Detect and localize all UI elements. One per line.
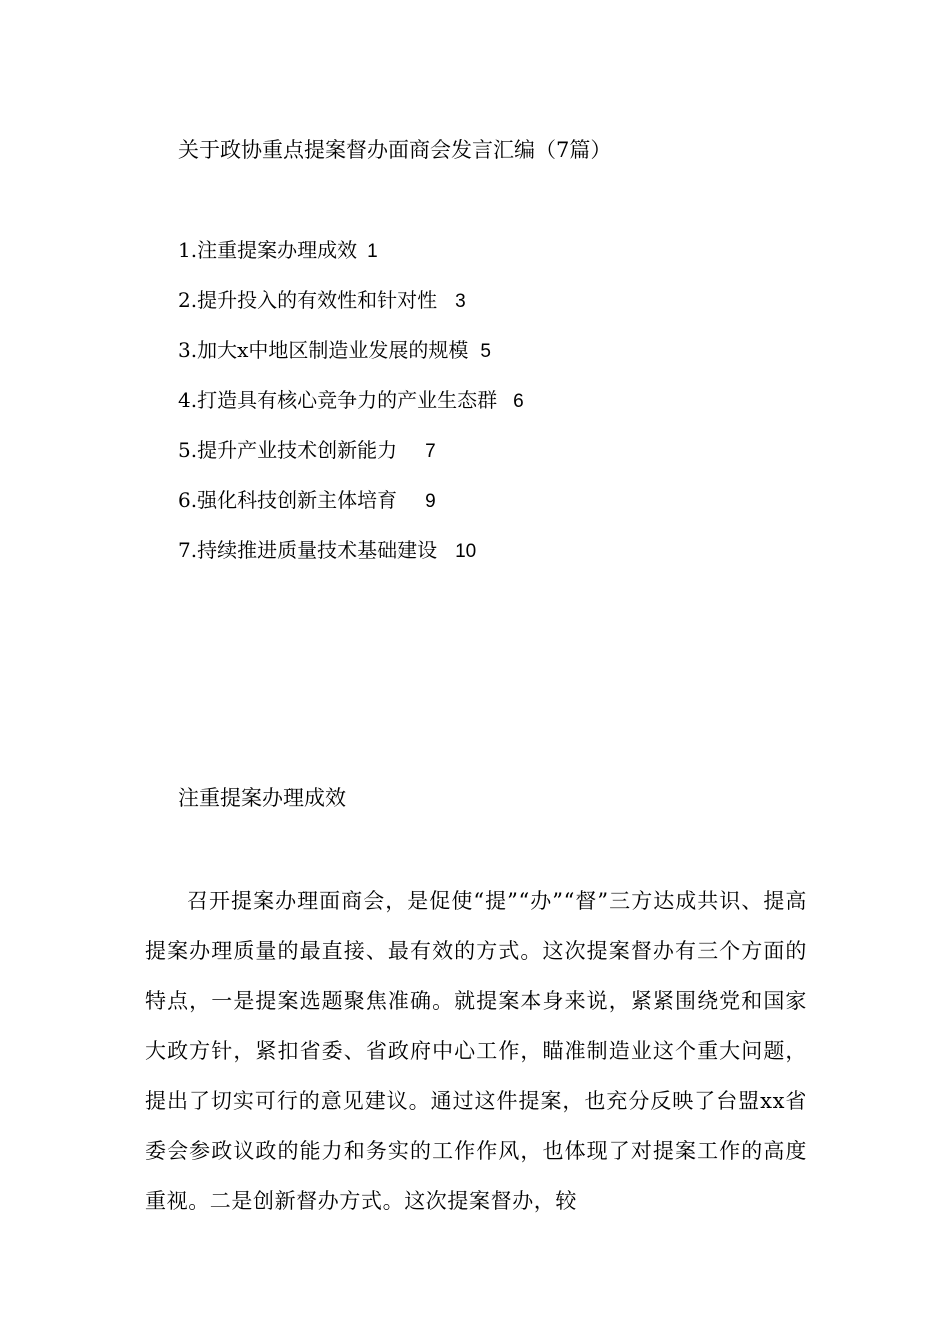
body-paragraph: 召开提案办理面商会，是促使“提”“办”“督”三方达成共识、提高提案办理质量的最直接、最有效的方式。这次提案督办有三个方面的特点，一是提案选题聚焦准确。就提案本身来说，紧紧围绕党和国家大政方针，紧扣省委、省政府中心工作，瞄准制造业这个重大问题，提出了切实可行的意见建议。通过这件提案，也充分反映了台盟xx省委会参政议政的能力和务实的工作作风，也体现了对提案工作的高度重视。二是创新督办方式。这次提案督办，较: [145, 889, 807, 1213]
toc-page-number: 1: [367, 241, 378, 262]
toc-item: [178, 284, 524, 334]
toc-page-number: 10: [455, 541, 477, 562]
toc-item-label: 4.打造具有核心竞争力的产业生态群: [178, 388, 498, 412]
toc-item-label: 1.注重提案办理成效: [178, 238, 358, 262]
toc-item: [178, 384, 524, 434]
toc-item-label: 7.持续推进质量技术基础建设: [178, 538, 438, 562]
toc-item-label: 5.提升产业技术创新能力: [178, 438, 398, 462]
toc-item: [178, 484, 524, 534]
toc-item-label: 2.提升投入的有效性和针对性: [178, 288, 438, 312]
toc-item-label: 6.强化科技创新主体培育: [178, 488, 398, 512]
toc-item: [178, 234, 524, 284]
toc-page-number: 9: [425, 491, 436, 512]
section-heading: 注重提案办理成效: [178, 786, 346, 810]
toc-page-number: 7: [425, 441, 436, 462]
toc-page-number: 5: [480, 341, 491, 362]
toc-item: [178, 534, 524, 584]
toc-page-number: 6: [513, 391, 524, 412]
table-of-contents: [178, 234, 524, 584]
toc-item: [178, 434, 524, 484]
toc-item-label: 3.加大x中地区制造业发展的规模: [178, 338, 469, 362]
toc-item: [178, 334, 524, 384]
toc-page-number: 3: [455, 291, 466, 312]
document-title: 关于政协重点提案督办面商会发言汇编（7篇）: [178, 138, 612, 162]
